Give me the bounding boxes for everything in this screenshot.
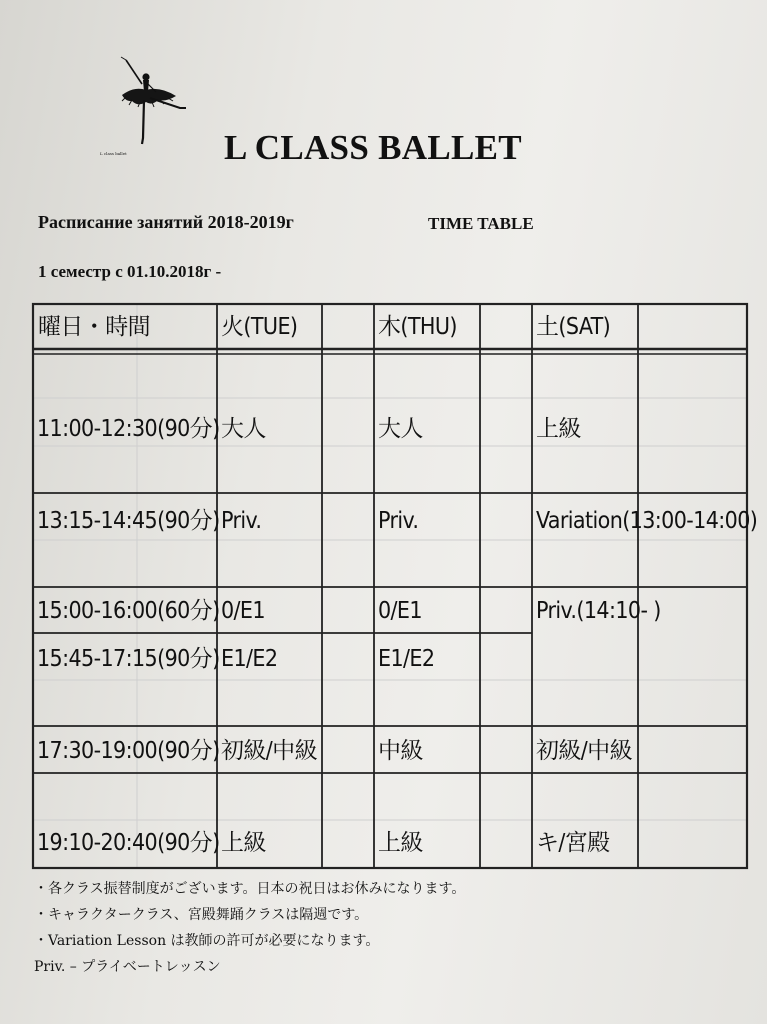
row2-tue: Priv.	[221, 508, 262, 534]
timetable-label: TIME TABLE	[428, 214, 534, 233]
row5-sat: 初級/中級	[536, 738, 632, 764]
row6-tue: 上級	[221, 830, 266, 856]
row3-sat: Priv.(14:10- )	[536, 598, 661, 624]
row5-time: 17:30-19:00(90分)	[37, 738, 220, 764]
row3-time: 15:00-16:00(60分)	[37, 598, 220, 624]
row5-tue: 初級/中級	[221, 738, 317, 764]
row1-time: 11:00-12:30(90分)	[37, 416, 220, 442]
row6-thu: 上級	[378, 830, 423, 856]
row2-time: 13:15-14:45(90分)	[37, 508, 220, 534]
semester-label: 1 семестр с 01.10.2018г -	[38, 262, 222, 281]
note-variation: ・Variation Lesson は教師の許可が必要になります。	[34, 933, 380, 949]
row2-thu: Priv.	[378, 508, 419, 534]
header-tue: 火(TUE)	[221, 314, 298, 340]
page-title: L CLASS BALLET	[224, 128, 522, 167]
note-character-class: ・キャラクタークラス、宮殿舞踊クラスは隔週です。	[34, 907, 369, 923]
schedule-subtitle: Расписание занятий 2018-2019г	[38, 212, 294, 232]
row1-tue: 大人	[221, 416, 266, 442]
header-thu: 木(THU)	[378, 314, 457, 340]
row6-time: 19:10-20:40(90分)	[37, 830, 220, 856]
note-holidays: ・各クラス振替制度がございます。日本の祝日はお休みになります。	[34, 881, 466, 897]
logo-caption: L class ballet	[100, 151, 127, 156]
ballerina-logo	[96, 52, 196, 152]
row1-thu: 大人	[378, 416, 423, 442]
header-time: 曜日・時間	[38, 314, 151, 340]
note-private-lesson: Priv. – プライベートレッスン	[34, 959, 221, 975]
row3-tue: 0/E1	[221, 598, 265, 624]
row1-sat: 上級	[536, 416, 581, 442]
header-sat: 土(SAT)	[536, 314, 611, 340]
row3-thu: 0/E1	[378, 598, 422, 624]
row2-sat: Variation(13:00-14:00)	[536, 508, 758, 534]
row4-time: 15:45-17:15(90分)	[37, 646, 220, 672]
row4-tue: E1/E2	[221, 646, 278, 672]
row4-thu: E1/E2	[378, 646, 435, 672]
row5-thu: 中級	[378, 738, 423, 764]
row6-sat: キ/宮殿	[536, 830, 610, 856]
